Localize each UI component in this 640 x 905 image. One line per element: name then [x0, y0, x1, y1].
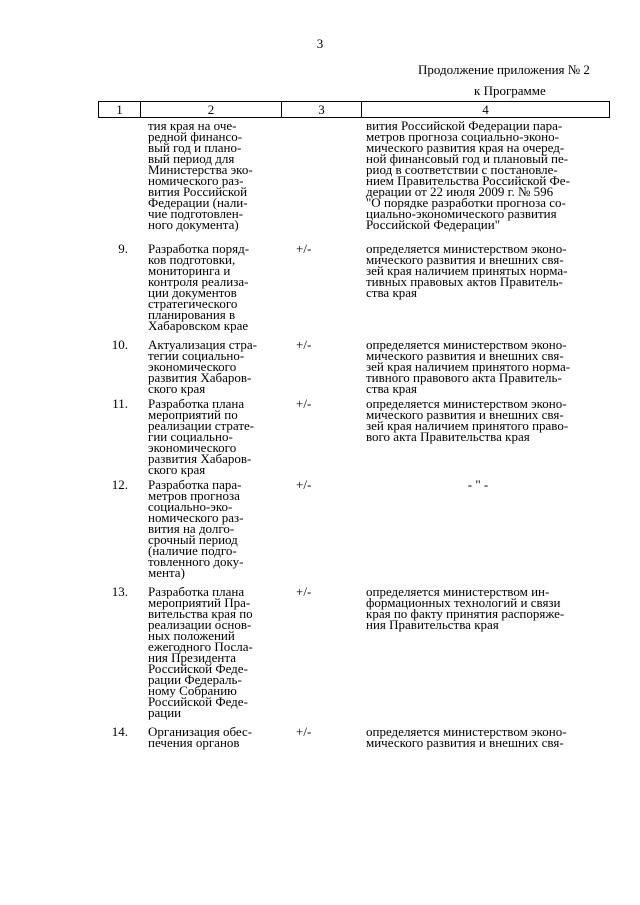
table-row	[98, 726, 610, 748]
text-line: определяется министерством эконо-	[366, 396, 567, 411]
text-line: ной финансовый год и плановый пе-	[366, 151, 569, 166]
row-activity	[138, 479, 288, 578]
row-activity	[138, 726, 288, 748]
text-line: мического развития и внешних свя-	[366, 735, 564, 750]
text-line: рации Федераль-	[148, 672, 242, 687]
text-line: определяется министерством эконо-	[366, 724, 567, 739]
text-line: ежегодного Посла-	[148, 639, 253, 654]
text-line: чие подготовлен-	[148, 206, 244, 221]
text-line: номического раз-	[148, 173, 244, 188]
row-indicator: +/-	[296, 241, 312, 256]
text-line: Федерации (нали-	[148, 195, 248, 210]
row-activity	[138, 120, 288, 230]
table-header	[98, 101, 610, 118]
row-indicator: +/-	[296, 477, 312, 492]
program-label: к Программе	[474, 83, 546, 98]
table-row	[98, 586, 610, 718]
row-description	[360, 339, 610, 394]
text-line: Российской Феде-	[148, 661, 248, 676]
text-line: (наличие подго-	[148, 543, 237, 558]
text-line: реализации страте-	[148, 418, 255, 433]
text-line: ского края	[148, 381, 206, 396]
text-line: ния Президента	[148, 650, 237, 665]
row-indicator: +/-	[296, 584, 312, 599]
text-line: "О порядке разработки прогноза со-	[366, 195, 566, 210]
row-activity	[138, 243, 288, 331]
row-number: 14.	[111, 724, 128, 739]
text-line: ции документов	[148, 285, 237, 300]
text-line: планирования в	[148, 307, 236, 322]
text-line: метров прогноза	[148, 488, 240, 503]
row-indicator: +/-	[296, 724, 312, 739]
text-line: ному Собранию	[148, 683, 237, 698]
header-col-1: 1	[99, 102, 141, 117]
text-line: метров прогноза социально-эконо-	[366, 129, 559, 144]
row-indicator: +/-	[296, 396, 312, 411]
text-line: вого акта Правительства края	[366, 429, 530, 444]
text-line: риод в соответствии с постановле-	[366, 162, 558, 177]
text-line: мониторинга и	[148, 263, 231, 278]
row-activity	[138, 339, 288, 394]
text-line: срочный период	[148, 532, 238, 547]
text-line: мического развития и внешних свя-	[366, 252, 564, 267]
text-line: мероприятий Пра-	[148, 595, 251, 610]
row-activity	[138, 398, 288, 475]
text-line: Организация обес-	[148, 724, 253, 739]
row-description	[360, 398, 610, 475]
text-line: тия края на оче-	[148, 118, 237, 133]
text-line: зей края наличием принятого право-	[366, 418, 569, 433]
text-line: тивного правового акта Правитель-	[366, 370, 562, 385]
row-description	[360, 586, 610, 718]
text-line: ского края	[148, 462, 206, 477]
text-line: мероприятий по	[148, 407, 238, 422]
text-line: циально-экономического развития	[366, 206, 557, 221]
text-line: Разработка пара-	[148, 477, 242, 492]
text-line: стратегического	[148, 296, 238, 311]
text-line: мента)	[148, 565, 185, 580]
text-line: ства края	[366, 381, 418, 396]
text-line: вый период для	[148, 151, 235, 166]
text-line: Министерства эко-	[148, 162, 253, 177]
table-row	[98, 339, 610, 394]
text-line: гии социально-	[148, 429, 233, 444]
text-line: зей края наличием принятого норма-	[366, 359, 571, 374]
table-row	[98, 120, 610, 230]
text-line: ков подготовки,	[148, 252, 236, 267]
text-line: реализации основ-	[148, 617, 252, 632]
text-line: Разработка поряд-	[148, 241, 250, 256]
text-line: мического развития и внешних свя-	[366, 348, 564, 363]
header-col-4: 4	[482, 102, 489, 117]
row-number: 10.	[111, 337, 128, 352]
text-line: контроля реализа-	[148, 274, 249, 289]
continuation-title: Продолжение приложения № 2	[418, 62, 590, 77]
text-line: ного документа)	[148, 217, 239, 232]
text-line: печения органов	[148, 735, 240, 750]
text-line: Актуализация стра-	[148, 337, 257, 352]
row-number: 11.	[112, 396, 128, 411]
text-line: мического развития и внешних свя-	[366, 407, 564, 422]
table-row	[98, 479, 610, 578]
row-description	[360, 479, 610, 578]
row-number: 12.	[111, 477, 128, 492]
table-row	[98, 243, 610, 331]
text-line: зей края наличием принятых норма-	[366, 263, 568, 278]
text-line: вития Российской Федерации пара-	[366, 118, 563, 133]
text-line: ных положений	[148, 628, 235, 643]
page-number: 3	[316, 36, 324, 51]
text-line: тивных правовых актов Правитель-	[366, 274, 563, 289]
header-col-3: 3	[282, 102, 362, 117]
row-number: 9.	[118, 241, 128, 256]
text-line: Разработка плана	[148, 584, 245, 599]
row-description	[360, 243, 610, 331]
text-line: развития Хабаров-	[148, 451, 252, 466]
text-line: социально-эко-	[148, 499, 233, 514]
text-line: экономического	[148, 359, 237, 374]
text-line: определяется министерством эконо-	[366, 337, 567, 352]
row-indicator: +/-	[296, 337, 312, 352]
text-line: тегии социально-	[148, 348, 245, 363]
text-line: развития Хабаров-	[148, 370, 252, 385]
text-line: определяется министерством эконо-	[366, 241, 567, 256]
row-number: 13.	[111, 584, 128, 599]
text-line: края по факту принятия распоряже-	[366, 606, 565, 621]
header-col-2: 2	[141, 102, 282, 117]
row-number	[98, 120, 138, 230]
text-line: редной финансо-	[148, 129, 243, 144]
text-line: экономического	[148, 440, 237, 455]
text-line: товленного доку-	[148, 554, 244, 569]
text-line: формационных технологий и связи	[366, 595, 561, 610]
text-line: дерации от 22 июля 2009 г. № 596	[366, 184, 554, 199]
text-line: вития на долго-	[148, 521, 235, 536]
row-description	[360, 120, 610, 230]
row-activity	[138, 586, 288, 718]
text-line: Российской Феде-	[148, 694, 248, 709]
text-line: - " -	[467, 477, 489, 492]
row-description	[360, 726, 610, 748]
text-line: номического раз-	[148, 510, 244, 525]
row-indicator	[288, 120, 360, 230]
text-line: Хабаровском крае	[148, 318, 249, 333]
text-line: вития Российской	[148, 184, 248, 199]
text-line: Российской Федерации"	[366, 217, 501, 232]
text-line: рации	[148, 705, 182, 720]
table-row	[98, 398, 610, 475]
text-line: мического развития края на очеред-	[366, 140, 565, 155]
text-line: ния Правительства края	[366, 617, 499, 632]
text-line: определяется министерством ин-	[366, 584, 550, 599]
text-line: Разработка плана	[148, 396, 245, 411]
table-body	[98, 120, 610, 748]
text-line: ства края	[366, 285, 418, 300]
text-line: вый год и плано-	[148, 140, 242, 155]
text-line: нием Правительства Российской Фе-	[366, 173, 570, 188]
text-line: вительства края по	[148, 606, 253, 621]
